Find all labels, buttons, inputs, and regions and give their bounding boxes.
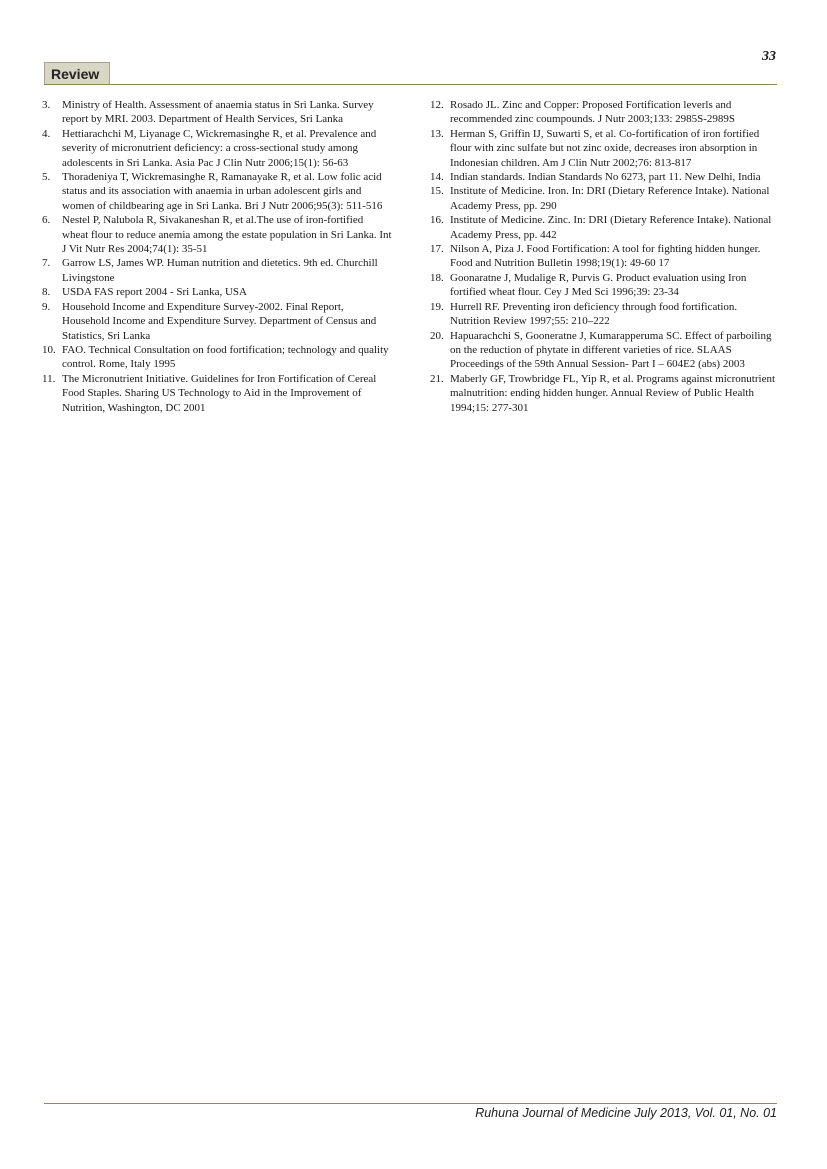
reference-item <box>42 256 392 285</box>
reference-text: Herman S, Griffin IJ, Suwarti S, et al. Co-fortification of iron fortified flour with zinc sulfate but not zinc oxide, decreases iron absorption in Indonesian children. Am J Clin Nutr 2002;76: 813-817 <box>450 127 760 169</box>
reference-text: Nilson A, Piza J. Food Fortification: A tool for fighting hidden hunger. Food and Nutrition Bulletin 1998;19(1): 49-60 17 <box>450 243 761 270</box>
reference-text: Hapuarachchi S, Gooneratne J, Kumarapperuma SC. Effect of parboiling on the reduction of phytate in different varieties of rice. SLAAS Proceedings of the 59th Annual Session- Part I – 604E2 (abs) 2003 <box>450 329 772 371</box>
reference-number: 9. <box>42 300 51 313</box>
reference-item <box>430 372 780 415</box>
reference-item <box>42 170 392 213</box>
reference-item <box>42 343 392 372</box>
reference-number: 4. <box>42 127 51 140</box>
reference-item <box>42 285 392 299</box>
reference-item <box>430 170 780 184</box>
references-right-column <box>430 98 780 415</box>
reference-number: 18. <box>430 271 444 284</box>
reference-number: 6. <box>42 214 51 227</box>
reference-item <box>430 213 780 242</box>
reference-text: Hettiarachchi M, Liyanage C, Wickremasinghe R, et al. Prevalence and severity of micronutrient deficiency: a cross-sectional study among adolescents in Sri Lanka. Asia Pac J Clin Nutr 2006;15(1): 56-63 <box>62 127 377 169</box>
reference-number: 5. <box>42 171 51 184</box>
reference-text: Maberly GF, Trowbridge FL, Yip R, et al. Programs against micronutrient malnutrition: ending hidden hunger. Annual Review of Public Health 1994;15: 277-301 <box>450 372 776 414</box>
reference-item <box>430 271 780 300</box>
reference-number: 11. <box>42 372 56 385</box>
reference-number: 13. <box>430 127 444 140</box>
reference-item <box>42 372 392 415</box>
reference-number: 8. <box>42 286 51 299</box>
reference-text: The Micronutrient Initiative. Guidelines for Iron Fortification of Cereal Food Staples. Sharing US Technology to Aid in the Improvement of Nutrition, Washington, DC 2001 <box>62 372 377 414</box>
reference-item <box>42 127 392 170</box>
header-divider <box>44 84 777 85</box>
reference-text: Indian standards. Indian Standards No 6273, part 11. New Delhi, India <box>450 171 761 184</box>
reference-text: Hurrell RF. Preventing iron deficiency through food fortification. Nutrition Review 1997;55: 210–222 <box>450 300 738 328</box>
reference-item <box>42 98 392 127</box>
reference-item <box>430 184 780 213</box>
reference-item <box>430 329 780 372</box>
reference-item <box>42 300 392 343</box>
reference-number: 16. <box>430 214 444 227</box>
reference-text: Garrow LS, James WP. Human nutrition and dietetics. 9th ed. Churchill Livingstone <box>62 257 378 284</box>
reference-text: Thoradeniya T, Wickremasinghe R, Ramanayake R, et al. Low folic acid status and its association with anaemia in urban adolescent girls and women of childbearing age in Sri Lanka. Bri J Nutr 2006;95(3): 511-516 <box>62 171 383 212</box>
reference-text: USDA FAS report 2004 - Sri Lanka, USA <box>62 286 247 299</box>
reference-text: Rosado JL. Zinc and Copper: Proposed Fortification leverls and recommended zinc coumpounds. J Nutr 2003;133: 2985S-2989S <box>450 99 736 126</box>
reference-number: 3. <box>42 99 51 111</box>
reference-number: 12. <box>430 99 444 111</box>
section-label: Review <box>44 62 110 84</box>
reference-number: 10. <box>42 343 56 356</box>
footer-divider <box>44 1103 777 1104</box>
journal-citation: Ruhuna Journal of Medicine July 2013, Vol. 01, No. 01 <box>475 1106 777 1120</box>
reference-text: Institute of Medicine. Iron. In: DRI (Dietary Reference Intake). National Academy Press, pp. 290 <box>450 185 770 212</box>
reference-number: 19. <box>430 300 444 313</box>
reference-number: 15. <box>430 185 444 198</box>
reference-number: 14. <box>430 171 444 184</box>
reference-item <box>42 213 392 256</box>
page-number: 33 <box>762 49 776 64</box>
reference-item <box>430 98 780 127</box>
reference-text: Nestel P, Nalubola R, Sivakaneshan R, et al.The use of iron-fortified wheat flour to reduce anemia among the estate population in Sri Lanka. Int J Vit Nutr Res 2004;74(1): 35-51 <box>62 214 392 256</box>
reference-text: Institute of Medicine. Zinc. In: DRI (Dietary Reference Intake). National Academy Press, pp. 442 <box>450 214 772 241</box>
references-left-column <box>42 98 392 415</box>
reference-text: Goonaratne J, Mudalige R, Purvis G. Product evaluation using Iron fortified wheat flour. Cey J Med Sci 1996;39: 23-34 <box>450 271 747 299</box>
reference-number: 21. <box>430 372 444 385</box>
reference-text: FAO. Technical Consultation on food fortification; technology and quality control. Rome, Italy 1995 <box>62 343 389 371</box>
reference-item <box>430 127 780 170</box>
reference-text: Household Income and Expenditure Survey-2002. Final Report, Household Income and Expenditure Survey. Department of Census and Statistics, Sri Lanka <box>62 300 377 342</box>
reference-number: 17. <box>430 243 444 256</box>
reference-text: Ministry of Health. Assessment of anaemia status in Sri Lanka. Survey report by MRI. 2003. Department of Health Services, Sri Lanka <box>62 99 374 126</box>
reference-item <box>430 242 780 271</box>
reference-item <box>430 300 780 329</box>
reference-number: 20. <box>430 329 444 342</box>
reference-number: 7. <box>42 257 51 270</box>
